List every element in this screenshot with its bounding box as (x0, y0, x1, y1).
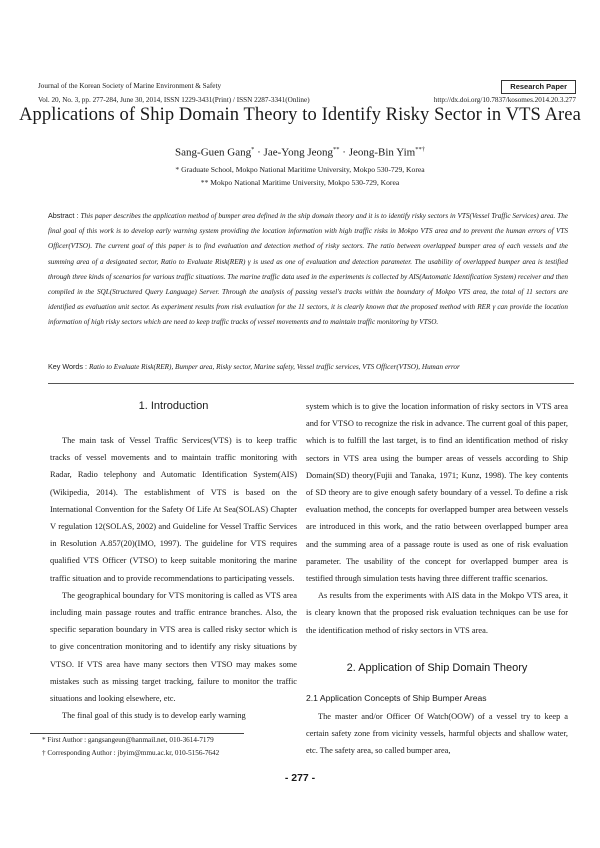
intro-paragraph-5: As results from the experiments with AIS data in the Mokpo VTS area, it is cleary known that the proposed risk evaluation techniques can be use for the identification method of risky sectors in VTS area. (306, 591, 568, 635)
affiliation-1: * Graduate School, Mokpo National Maritime University, Mokpo 530-729, Korea (175, 165, 425, 174)
keywords-text: Ratio to Evaluate Risk(RER), Bumper area, Risky sector, Marine safety, Vessel traffic services, VTS Officer(VTSO), Human error (89, 363, 460, 371)
left-column (50, 432, 297, 724)
journal-name: Journal of the Korean Society of Marine Environment & Safety (38, 82, 222, 90)
intro-paragraph-3: The final goal of this study is to develop early warning (62, 711, 246, 721)
author-1: Sang-Guen Gang (175, 146, 252, 159)
author-2-mark: ** (333, 146, 340, 153)
author-separator: · (254, 146, 264, 159)
affiliation-2: ** Mokpo National Maritime University, Mokpo 530-729, Korea (200, 178, 400, 187)
volume-line: Vol. 20, No. 3, pp. 277-284, June 30, 2014, ISSN 1229-3431(Print) / ISSN 2287-3341(Online) (38, 96, 310, 104)
section-2-body (306, 708, 568, 760)
keywords (48, 362, 568, 371)
intro-paragraph-2: The geographical boundary for VTS monitoring is called as VTS area including main passage routes and traffic entrance branches. Also, the specific separation boundary in VTS area is called risky sector which is to give concentration monitoring and to identify any risky situations by VTSO. If VTS area have many sectors then VTSO may makes some mistakes such as missing target tracking, failure to monitor the traffic situations and looking elsewhere, etc. (50, 590, 297, 704)
section-1-heading: 1. Introduction (138, 400, 209, 412)
author-list (0, 146, 600, 159)
subsection-2-1-heading: 2.1 Application Concepts of Ship Bumper Areas (306, 693, 487, 703)
keywords-label: Key Words : (48, 362, 90, 371)
author-2: Jae-Yong Jeong (263, 146, 334, 159)
abstract-text: This paper describes the application method of bumper area defined in the ship domain theory and it is to identify risky sectors in VTS(Vessel Traffic Services) area. The final goal of this work is to develop early warning system providing the location information with high traffic risks in Mokpo VTS area and to prevent the human errors of VTS Officer(VTSO). The current goal of this paper is to find evaluation and detection method of risky sectors. The ratio between overlapped bumper area of each vessels and the summing area of a designated sector, Ratio to Evaluate Risk(RER) γ is used as one of evaluation and detection parameter. The usability of overlapped bumper area is testified through three kinds of scenarios for various traffic situations. The marine traffic data used in the experiments is collected by AIS(Automatic Identification System) receiver and then compiled in the SQL(Structured Query Language) Server. Through the analysis of passing vessel's tracks within the boundary of Mokpo VTS area, the total of 11 sectors are identified as evaluation unit sector. As experiment results from risk evaluation for the 11 sectors, it is clearly known that the proposed method with RER γ can provide the location information of high risky sectors which are need to keep traffic tracks of vessel movements and to maintain traffic monitoring by VTSO. (48, 212, 568, 327)
intro-paragraph-1: The main task of Vessel Traffic Services(VTS) is to keep traffic tracks of vessel movements and to maintain traffic monitoring with Radar, Radio telephony and Automatic Identification System(AIS)(Wikipedia, 2014). The establishment of VTS is based on the International Convention for the Safety Of Life At Sea(SOLAS) Chapter V regulation 12(SOLAS, 2002) and Guideline for Vessel Traffic Services in Resolution A.857(20)(IMO, 1997). The guideline for VTS requires qualified VTS Officer (VTSO) to keep suitable monitoring the marine traffic situation and to provide recommendations to participating vessels. (50, 436, 297, 583)
section-2-paragraph-1: The master and/or Officer Of Watch(OOW) of a vessel try to keep a certain safety zone from vicinity vessels, harmful objects and shallow water, etc. The safety area, so called bumper area, (306, 712, 568, 756)
section-2-heading: 2. Application of Ship Domain Theory (346, 662, 528, 674)
doi-link[interactable]: http://dx.doi.org/10.7837/kosomes.2014.20.3.277 (433, 96, 576, 104)
author-3: Jeong-Bin Yim (348, 146, 416, 159)
paper-title: Applications of Ship Domain Theory to Identify Risky Sector in VTS Area (19, 105, 581, 125)
right-column (306, 398, 568, 639)
paper-type-badge: Research Paper (501, 80, 576, 94)
page-number: - 277 - (284, 772, 316, 784)
author-3-mark: **† (415, 146, 425, 153)
section-divider (48, 383, 574, 384)
author-1-mark: * (251, 146, 255, 153)
abstract-label: Abstract : (48, 211, 81, 220)
footnote-first-author: * First Author : gangsangeun@hanmail.net, 010-3614-7179 (42, 736, 214, 744)
author-separator: · (339, 146, 349, 159)
abstract (48, 208, 568, 331)
intro-paragraph-4: system which is to give the location information of risky sectors in VTS area and for VTSO to recognize the risk in advance. The current goal of this paper, which is to fulfill the last target, is to find an identification method of risky sectors in VTS area using the bumper areas of vessels according to Ship Domain(SD) theory(Fujii and Tanaka, 1971; Kunz, 1998). The key contents of SD theory are to give enough safety boundary of a vessel. To define a risk evaluation method, the concepts for overlapped bumper area between vessels are introduced in this work, and the ratio between overlapped bumper area and the summing area of a passage route is used as one of risk evaluation parameter. The usability of the concept for overlapped bumper area is testified through simulation tests having three different traffic scenarios. (306, 402, 568, 584)
footnote-corresponding-author: † Corresponding Author : jbyim@mmu.ac.kr, 010-5156-7642 (42, 749, 220, 757)
footnote-divider (30, 733, 244, 734)
